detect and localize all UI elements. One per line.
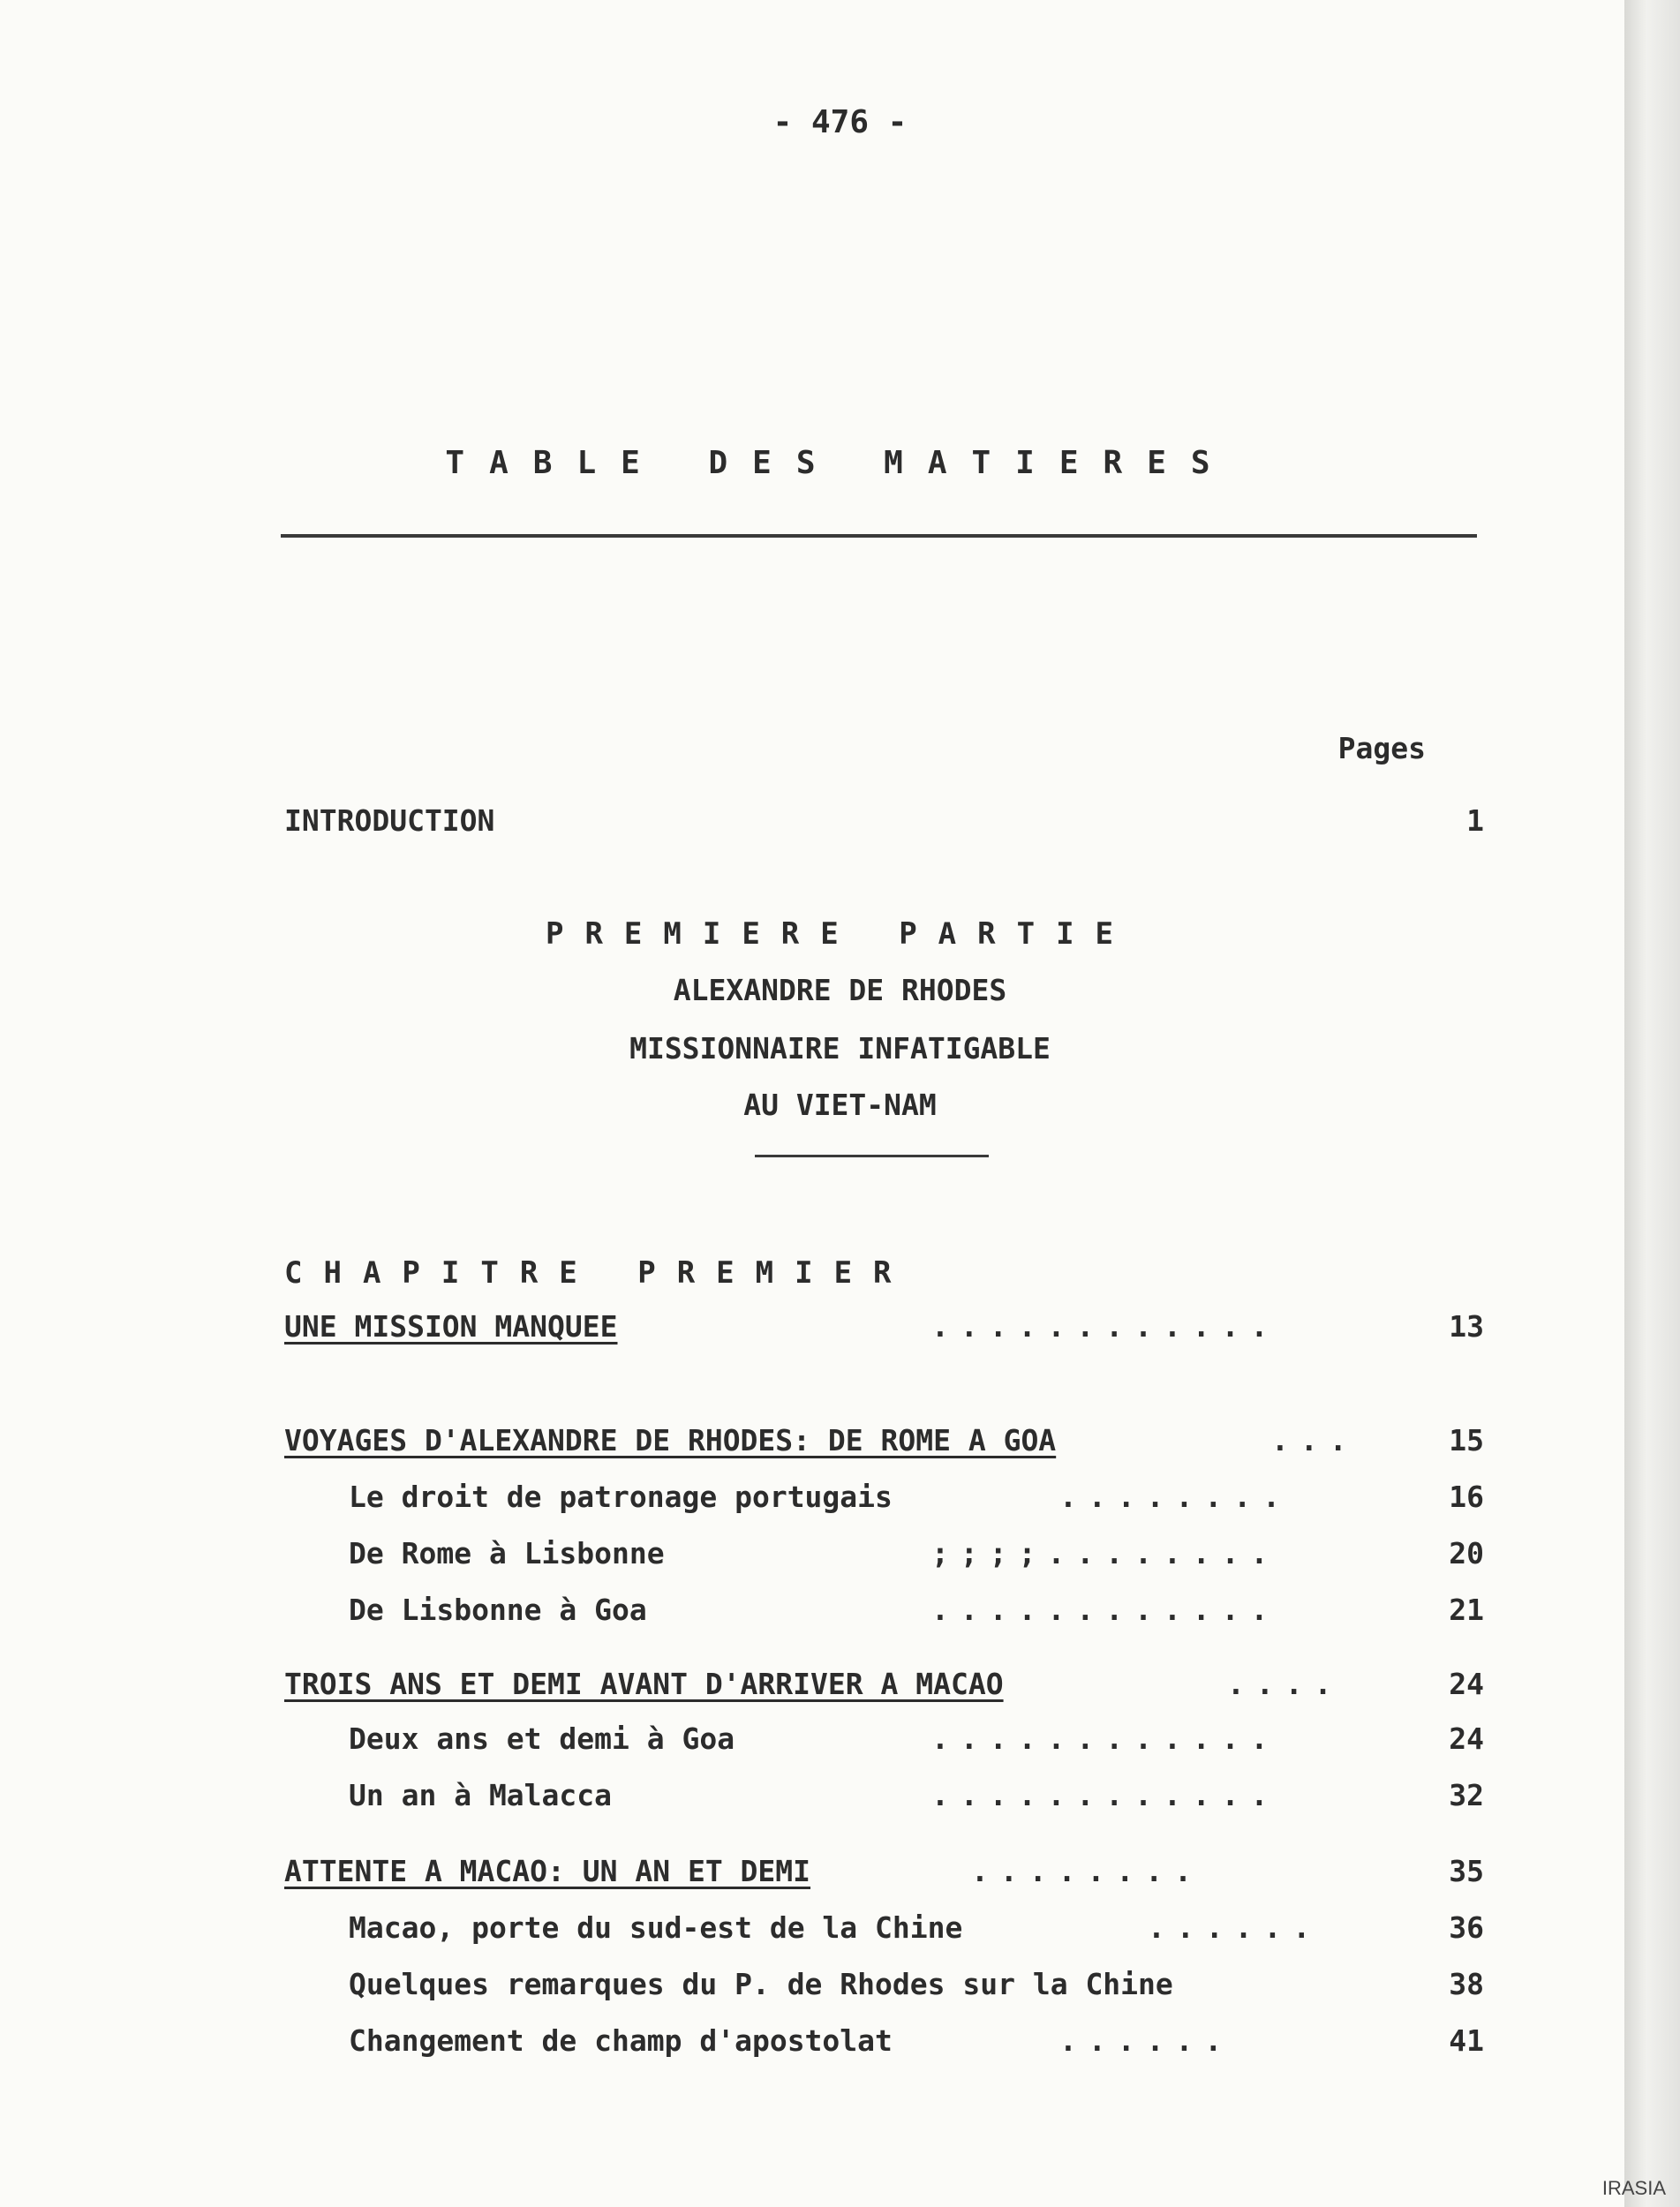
toc-entry-page: 16 [1449, 1480, 1484, 1514]
toc-entry-label: Changement de champ d'apostolat [349, 2023, 893, 2058]
toc-entry-leader: ........ [1059, 1480, 1292, 1514]
toc-entry-page: 21 [1449, 1593, 1484, 1627]
toc-entry [0, 1854, 1680, 1898]
toc-entry [0, 1967, 1680, 2011]
toc-entry-page: 36 [1449, 1910, 1484, 1945]
part-subtitle-line: AU VIET-NAM [743, 1088, 937, 1122]
toc-entry-page: 38 [1449, 1967, 1484, 2001]
page-title: TABLE DES MATIERES [445, 445, 1235, 481]
toc-entry-leader: ............ [931, 1778, 1280, 1812]
toc-entry-label: Deux ans et demi à Goa [349, 1721, 735, 1756]
toc-entry [0, 1667, 1680, 1711]
toc-entry-page: 24 [1449, 1721, 1484, 1756]
toc-entry-leader: ............ [931, 1309, 1280, 1344]
toc-entry-page: 32 [1449, 1778, 1484, 1812]
part-subtitle-line: MISSIONNAIRE INFATIGABLE [629, 1031, 1051, 1066]
watermark: IRASIA [1601, 2177, 1666, 2199]
toc-entry [0, 1910, 1680, 1955]
toc-entry-label: Un an à Malacca [349, 1778, 613, 1812]
part-divider [755, 1155, 989, 1157]
page-edge-shadow [1624, 0, 1680, 2207]
toc-entry-page: 35 [1449, 1854, 1484, 1888]
toc-entry [0, 1536, 1680, 1580]
toc-entry-leader: ... [1271, 1423, 1359, 1458]
chapter-heading: CHAPITRE PREMIER [284, 1255, 913, 1291]
toc-entry-label: Le droit de patronage portugais [349, 1480, 893, 1514]
title-divider [281, 534, 1477, 538]
toc-entry-label: VOYAGES D'ALEXANDRE DE RHODES: DE ROME A GOA [284, 1423, 1057, 1458]
toc-entry-leader: ...... [1148, 1910, 1322, 1945]
part-subtitle-line: ALEXANDRE DE RHODES [673, 973, 1007, 1007]
toc-entry-leader: ...... [1059, 2023, 1234, 2058]
toc-entry-page: 15 [1449, 1423, 1484, 1458]
toc-entry [0, 1721, 1680, 1766]
toc-entry [0, 1423, 1680, 1467]
toc-entry-leader: ........ [971, 1854, 1203, 1888]
toc-entry-label: De Rome à Lisbonne [349, 1536, 665, 1571]
toc-entry-page: 41 [1449, 2023, 1484, 2058]
page-number: - 476 - [772, 104, 908, 140]
toc-entry-label: De Lisbonne à Goa [349, 1593, 647, 1627]
toc-entry [0, 1480, 1680, 1524]
toc-entry-page: 1 [1466, 803, 1484, 838]
part-heading: PREMIERE PARTIE [545, 916, 1135, 952]
toc-entry-page: 13 [1449, 1309, 1484, 1344]
toc-entry-label: Macao, porte du sud-est de la Chine [349, 1910, 963, 1945]
toc-entry-page: 20 [1449, 1536, 1484, 1571]
toc-entry [0, 1593, 1680, 1637]
toc-entry-page: 24 [1449, 1667, 1484, 1701]
toc-entry [0, 1309, 1680, 1353]
toc-entry [0, 2023, 1680, 2068]
toc-entry-leader: ;;;;........ [931, 1536, 1280, 1571]
toc-entry-introduction [0, 803, 1680, 847]
toc-entry-leader: ............ [931, 1721, 1280, 1756]
toc-entry-leader: ............ [931, 1593, 1280, 1627]
pages-column-heading: Pages [1337, 731, 1426, 765]
toc-entry-label: UNE MISSION MANQUEE [284, 1309, 618, 1344]
toc-entry [0, 1778, 1680, 1822]
toc-entry-leader: .... [1227, 1667, 1344, 1701]
toc-entry-label: INTRODUCTION [284, 803, 495, 838]
toc-entry-label: Quelques remarques du P. de Rhodes sur la Chine [349, 1967, 1173, 2001]
toc-entry-label: TROIS ANS ET DEMI AVANT D'ARRIVER A MACAO [284, 1667, 1004, 1701]
toc-entry-label: ATTENTE A MACAO: UN AN ET DEMI [284, 1854, 811, 1888]
